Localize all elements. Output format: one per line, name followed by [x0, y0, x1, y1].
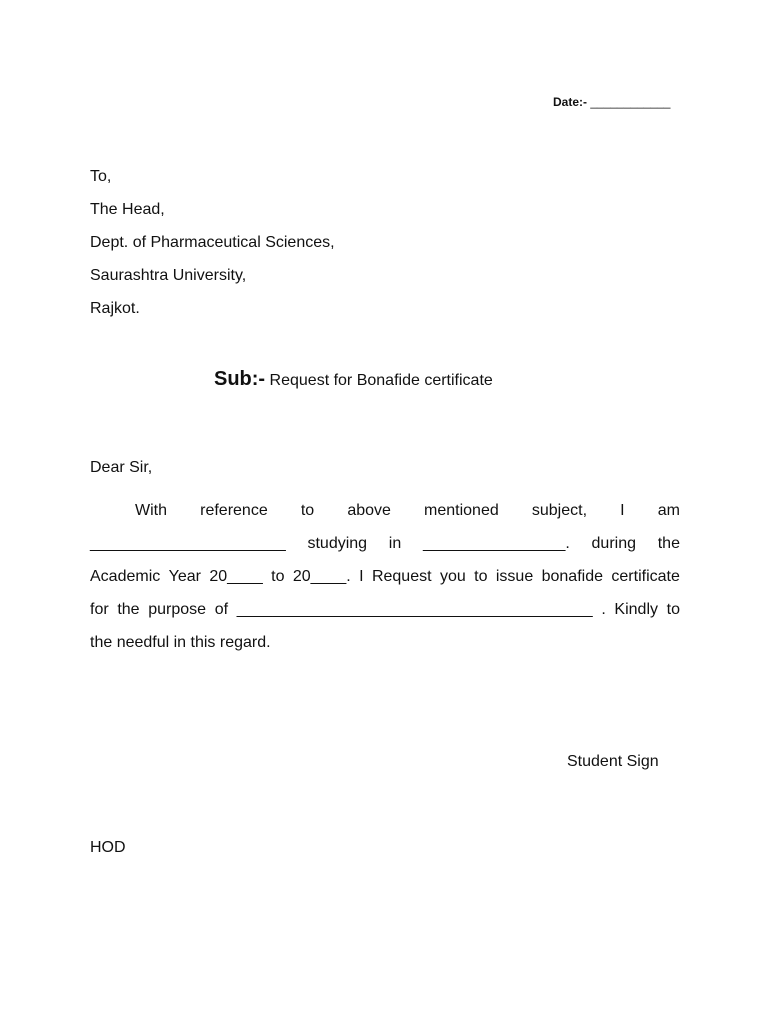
body-word: I — [620, 502, 625, 519]
body-word: during — [591, 535, 636, 552]
recipient-address — [90, 160, 335, 325]
body-word: With — [135, 502, 167, 519]
year-end-blank: 20____. — [292, 568, 351, 585]
body-word: issue — [495, 568, 534, 585]
purpose-blank: ________________________________________ — [236, 601, 593, 618]
name-blank: ______________________ — [90, 535, 286, 552]
body-word: am — [657, 502, 680, 519]
body-word: studying — [307, 535, 368, 552]
body-word: for — [90, 601, 109, 618]
body-word: to — [271, 568, 285, 585]
address-line: Dept. of Pharmaceutical Sciences, — [90, 234, 335, 251]
body-word: you — [439, 568, 466, 585]
body-word: bonafide — [541, 568, 603, 585]
body-line-3 — [90, 568, 680, 586]
body-word: . — [601, 601, 606, 618]
body-word: Request — [371, 568, 432, 585]
body-word: purpose — [148, 601, 207, 618]
body-line-5: the needful in this regard. — [90, 634, 271, 651]
body-word: in — [388, 535, 402, 552]
student-signature-label: Student Sign — [567, 753, 659, 770]
body-word: to — [666, 601, 680, 618]
date-label: Date:- — [553, 95, 588, 109]
subject-line — [214, 368, 493, 391]
body-word: Year — [168, 568, 201, 585]
body-word: above — [347, 502, 391, 519]
body-line-4 — [90, 601, 680, 619]
date-blank: ____________ — [590, 95, 671, 109]
body-word: of — [214, 601, 229, 618]
body-word: Academic — [90, 568, 161, 585]
salutation: Dear Sir, — [90, 459, 153, 476]
body-word: to — [474, 568, 488, 585]
body-word: reference — [200, 502, 268, 519]
body-word: Kindly — [614, 601, 658, 618]
course-blank: ________________. — [422, 535, 570, 552]
body-word: to — [300, 502, 315, 519]
subject-label: Sub:- — [214, 368, 266, 390]
subject-text: Request for Bonafide certificate — [269, 372, 493, 389]
body-word: mentioned — [424, 502, 499, 519]
address-line: The Head, — [90, 201, 165, 218]
address-line: To, — [90, 168, 112, 185]
year-start-blank: 20____ — [209, 568, 263, 585]
body-word: the — [657, 535, 680, 552]
body-word: the — [117, 601, 140, 618]
body-word: I — [359, 568, 364, 585]
body-word: certificate — [611, 568, 680, 585]
body-line-1 — [90, 502, 680, 520]
body-word: subject, — [531, 502, 588, 519]
address-line: Saurashtra University, — [90, 267, 247, 284]
date-field — [553, 95, 670, 109]
hod-label: HOD — [90, 839, 126, 856]
address-line: Rajkot. — [90, 300, 140, 317]
body-line-2 — [90, 535, 680, 553]
